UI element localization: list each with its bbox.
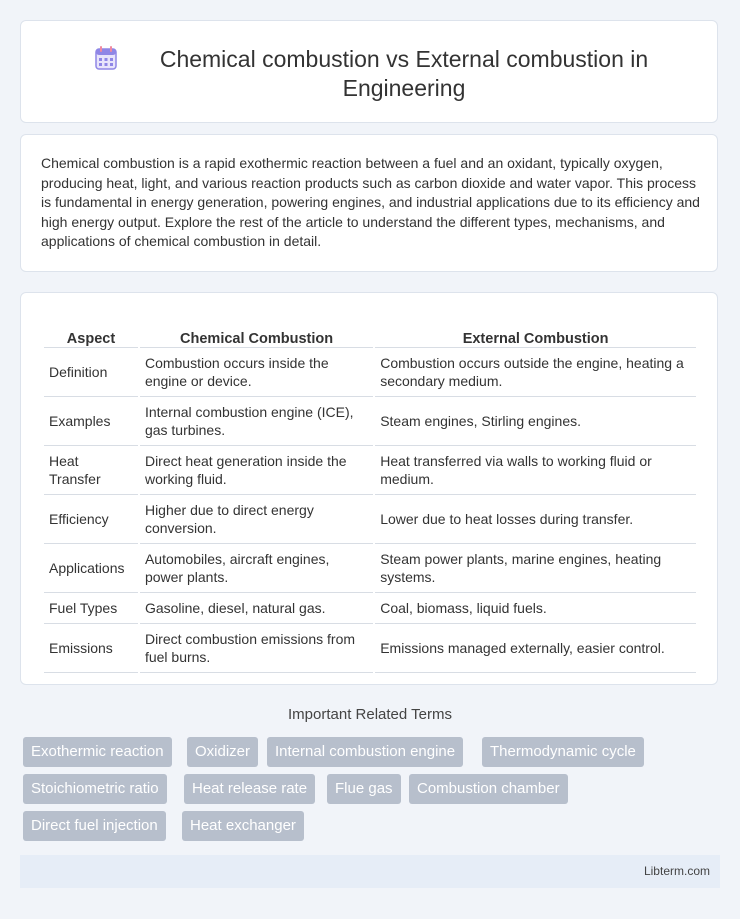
table-row bbox=[44, 624, 696, 673]
table-cell-aspect: Heat Transfer bbox=[44, 446, 138, 495]
table-cell-aspect: Applications bbox=[44, 544, 138, 593]
table-cell-aspect: Emissions bbox=[44, 624, 138, 673]
table-cell: Steam engines, Stirling engines. bbox=[375, 397, 696, 446]
tag-exothermic-reaction[interactable]: Exothermic reaction bbox=[23, 737, 172, 767]
table-row bbox=[44, 495, 696, 544]
tag-oxidizer[interactable]: Oxidizer bbox=[187, 737, 258, 767]
calendar-icon bbox=[94, 45, 118, 71]
table-cell: Higher due to direct energy conversion. bbox=[140, 495, 373, 544]
tag-heat-exchanger[interactable]: Heat exchanger bbox=[182, 811, 304, 841]
tag-direct-fuel-injection[interactable]: Direct fuel injection bbox=[23, 811, 166, 841]
table-cell: Heat transferred via walls to working fluid or medium. bbox=[375, 446, 696, 495]
table-cell: Combustion occurs outside the engine, heating a secondary medium. bbox=[375, 348, 696, 397]
comparison-table bbox=[42, 313, 698, 673]
tag-heat-release-rate[interactable]: Heat release rate bbox=[184, 774, 315, 804]
title-card bbox=[20, 20, 718, 123]
table-cell: Coal, biomass, liquid fuels. bbox=[375, 593, 696, 624]
footer-brand-link[interactable]: Libterm.com bbox=[643, 864, 710, 878]
table-cell: Direct combustion emissions from fuel burns. bbox=[140, 624, 373, 673]
table-cell: Lower due to heat losses during transfer. bbox=[375, 495, 696, 544]
tag-flue-gas[interactable]: Flue gas bbox=[327, 774, 401, 804]
tag-thermodynamic-cycle[interactable]: Thermodynamic cycle bbox=[482, 737, 644, 767]
table-cell: Combustion occurs inside the engine or device. bbox=[140, 348, 373, 397]
column-header: Chemical Combustion bbox=[140, 313, 373, 348]
table-cell: Internal combustion engine (ICE), gas turbines. bbox=[140, 397, 373, 446]
table-header-row bbox=[44, 313, 696, 348]
table-cell: Automobiles, aircraft engines, power plants. bbox=[140, 544, 373, 593]
intro-paragraph: Chemical combustion is a rapid exothermic reaction between a fuel and an oxidant, typically oxygen, producing heat, light, and various reaction products such as carbon dioxide and water vapor. This process is fundamental in energy generation, powering engines, and industrial applications due to its efficiency and high energy output. Explore the rest of the article to understand the different types, mechanisms, and applications of chemical combustion in detail. bbox=[41, 155, 700, 249]
table-cell: Emissions managed externally, easier control. bbox=[375, 624, 696, 673]
table-cell: Gasoline, diesel, natural gas. bbox=[140, 593, 373, 624]
page-title: Chemical combustion vs External combustion in Engineering bbox=[159, 46, 649, 101]
table-row bbox=[44, 544, 696, 593]
table-cell-aspect: Definition bbox=[44, 348, 138, 397]
tag-internal-combustion-engine[interactable]: Internal combustion engine bbox=[267, 737, 463, 767]
table-row bbox=[44, 397, 696, 446]
tag-stoichiometric-ratio[interactable]: Stoichiometric ratio bbox=[23, 774, 167, 804]
comparison-card bbox=[20, 292, 718, 685]
table-row bbox=[44, 348, 696, 397]
table-cell-aspect: Fuel Types bbox=[44, 593, 138, 624]
table-row bbox=[44, 446, 696, 495]
column-header: Aspect bbox=[44, 313, 138, 348]
table-row bbox=[44, 593, 696, 624]
table-cell: Steam power plants, marine engines, heating systems. bbox=[375, 544, 696, 593]
table-cell-aspect: Examples bbox=[44, 397, 138, 446]
column-header: External Combustion bbox=[375, 313, 696, 348]
tag-combustion-chamber[interactable]: Combustion chamber bbox=[409, 774, 568, 804]
table-cell-aspect: Efficiency bbox=[44, 495, 138, 544]
table-cell: Direct heat generation inside the working fluid. bbox=[140, 446, 373, 495]
related-terms-title: Important Related Terms bbox=[288, 706, 452, 723]
intro-card bbox=[20, 134, 718, 272]
footer bbox=[20, 855, 720, 888]
